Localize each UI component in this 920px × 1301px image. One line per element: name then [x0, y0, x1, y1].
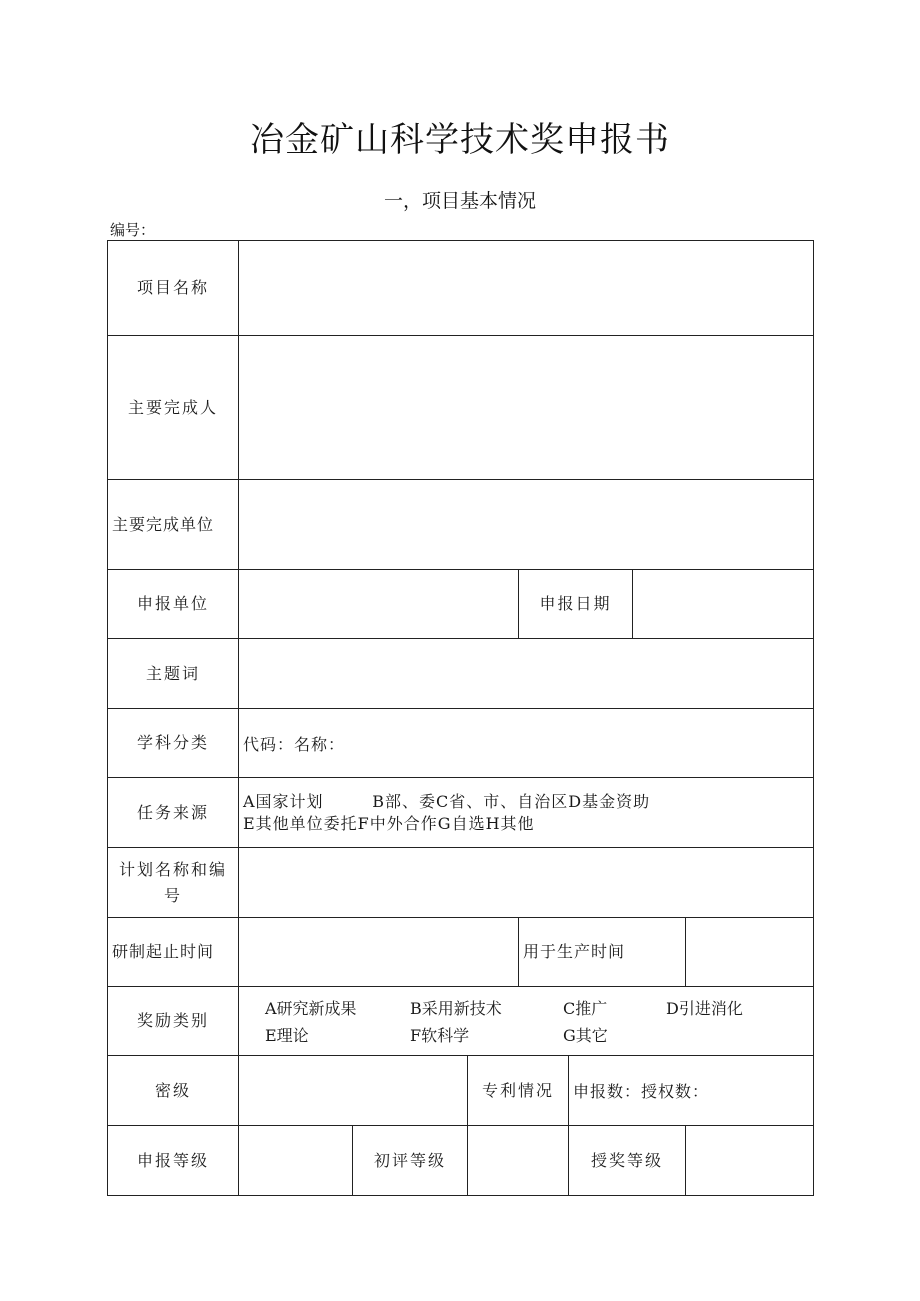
award-category-field[interactable] — [239, 987, 814, 1056]
award-option[interactable]: A研究新成果 — [265, 999, 357, 1018]
application-date-label: 申报日期 — [519, 570, 633, 639]
task-source-line-2: E其他单位委托F中外合作G自选H其他 — [243, 813, 535, 833]
dev-period-field[interactable] — [239, 918, 519, 987]
main-units-field[interactable] — [239, 480, 814, 570]
production-time-field[interactable] — [686, 918, 814, 987]
application-date-field[interactable] — [633, 570, 814, 639]
plan-name-field[interactable] — [239, 848, 814, 918]
award-option[interactable]: E理论 — [265, 1026, 309, 1045]
secrecy-label: 密级 — [108, 1056, 239, 1126]
apply-grade-field[interactable] — [239, 1126, 353, 1196]
apply-grade-label: 申报等级 — [108, 1126, 239, 1196]
award-grade-field[interactable] — [686, 1126, 814, 1196]
row-task-source — [108, 778, 814, 848]
discipline-field[interactable] — [239, 709, 814, 778]
award-grade-label: 授奖等级 — [569, 1126, 686, 1196]
award-category-label: 奖励类别 — [108, 987, 239, 1056]
project-name-label: 项目名称 — [108, 241, 239, 336]
dev-period-label: 研制起止时间 — [108, 918, 239, 987]
row-main-units — [108, 480, 814, 570]
keywords-label: 主题词 — [108, 639, 239, 709]
row-project-name — [108, 241, 814, 336]
main-units-label: 主要完成单位 — [108, 480, 239, 570]
applicant-unit-field[interactable] — [239, 570, 519, 639]
project-name-field[interactable] — [239, 241, 814, 336]
patent-field[interactable] — [569, 1056, 814, 1126]
row-main-contributors — [108, 336, 814, 480]
secrecy-field[interactable] — [239, 1056, 468, 1126]
number-label: 编号： — [110, 221, 156, 239]
award-option[interactable]: G其它 — [563, 1026, 608, 1045]
row-award-category — [108, 987, 814, 1056]
task-source-line-1: A国家计划 B部、委C省、市、自治区D基金资助 — [243, 791, 651, 811]
row-discipline — [108, 709, 814, 778]
award-options — [243, 996, 809, 1046]
row-dev-period — [108, 918, 814, 987]
main-contributors-field[interactable] — [239, 336, 814, 480]
section-title: 一，项目基本情况 — [383, 190, 536, 212]
row-plan-name — [108, 848, 814, 918]
patent-value: 申报数：授权数： — [573, 1082, 710, 1101]
award-option[interactable]: D引进消化 — [666, 999, 743, 1018]
row-secrecy-patent — [108, 1056, 814, 1126]
discipline-value: 代码：名称： — [243, 734, 346, 754]
document-title: 冶金矿山科学技术奖申报书 — [250, 120, 670, 160]
main-contributors-label: 主要完成人 — [108, 336, 239, 480]
row-keywords — [108, 639, 814, 709]
applicant-unit-label: 申报单位 — [108, 570, 239, 639]
initial-grade-label: 初评等级 — [353, 1126, 468, 1196]
award-option[interactable]: F软科学 — [410, 1026, 470, 1045]
row-grades — [108, 1126, 814, 1196]
award-option[interactable]: B采用新技术 — [410, 999, 502, 1018]
plan-name-label: 计划名称和编号 — [108, 848, 239, 918]
task-source-field[interactable] — [239, 778, 814, 848]
award-option[interactable]: C推广 — [563, 999, 608, 1018]
initial-grade-field[interactable] — [468, 1126, 569, 1196]
task-source-label: 任务来源 — [108, 778, 239, 848]
production-time-label: 用于生产时间 — [519, 918, 686, 987]
application-form-table — [107, 240, 814, 1196]
row-applicant-unit — [108, 570, 814, 639]
patent-label: 专利情况 — [468, 1056, 569, 1126]
discipline-label: 学科分类 — [108, 709, 239, 778]
keywords-field[interactable] — [239, 639, 814, 709]
